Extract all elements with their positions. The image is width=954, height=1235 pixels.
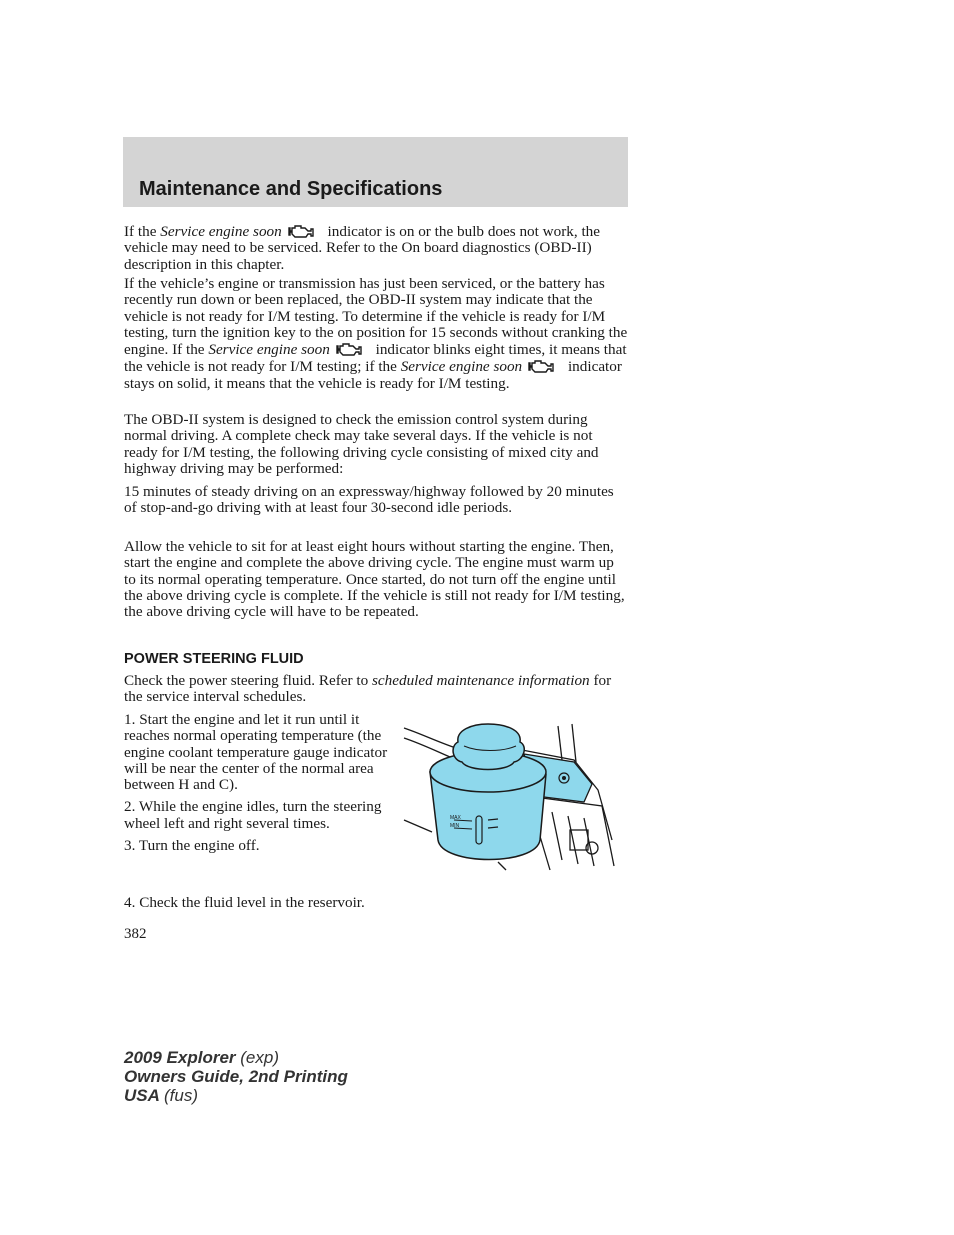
- footer-model: 2009 Explorer: [124, 1048, 236, 1067]
- check-engine-icon: [288, 223, 318, 239]
- emphasis-text: Service engine soon: [208, 341, 330, 359]
- section-heading: POWER STEERING FLUID: [124, 651, 304, 667]
- footer-model-code: (exp): [240, 1048, 279, 1067]
- page-number: 382: [124, 926, 147, 942]
- text: indicator is on or the bulb does not work, the vehicle may need to be serviced. Refer to the On board diagnostics (OBD-II) description in this chapter.: [124, 223, 601, 273]
- text: Check the power steering fluid. Refer to: [124, 672, 372, 689]
- reservoir-illustration: [402, 720, 618, 872]
- text: for the service interval schedules.: [124, 672, 612, 706]
- paragraph-im-testing: [124, 276, 628, 392]
- list-item: 3. Turn the engine off.: [124, 837, 260, 855]
- text: If the vehicle’s engine or transmission has just been serviced, or the battery has recently run down or been replaced, the OBD-II system may indicate that the vehicle is not ready for I/M testing. To determine if the vehicle is ready for I/M testing, turn the ignition key to the on position for 15 seconds without cranking the engine. If the: [124, 275, 628, 359]
- paragraph-repeat-cycle: [124, 539, 628, 620]
- footer-edition-info: [124, 1048, 348, 1105]
- footer-region-code: (fus): [164, 1086, 198, 1105]
- check-engine-icon: [528, 358, 558, 374]
- paragraph-power-steering-intro: [124, 673, 628, 706]
- emphasis-text: Service engine soon: [160, 223, 282, 240]
- emphasis-text: Service engine soon: [400, 358, 523, 376]
- text: Allow the vehicle to sit for at least eight hours without starting the engine. Then, start the engine and complete the above driving cycle. The engine must warm up to its normal operating temperature. Once started, do not turn off the engine until the above driving cycle is complete. If the vehicle is still not ready for I/M testing, the above driving cycle will have to be repeated.: [124, 538, 625, 621]
- list-item: 1. Start the engine and let it run until it reaches normal operating temperature (the engine coolant temperature gauge indicator will be near the center of the normal area between H and C).: [124, 711, 388, 794]
- list-item: 2. While the engine idles, turn the steering wheel left and right several times.: [124, 798, 382, 832]
- steps-list: [124, 712, 394, 860]
- footer-printing: Owners Guide, 2nd Printing: [124, 1067, 348, 1086]
- page-title: Maintenance and Specifications: [139, 178, 443, 200]
- text: If the: [124, 223, 161, 240]
- paragraph-service-indicator: [124, 223, 628, 273]
- text: indicator blinks eight times, it means that the vehicle is not ready for I/M testing; if the: [124, 341, 627, 376]
- check-engine-icon: [336, 341, 366, 357]
- paragraph-driving-cycle: [124, 484, 628, 517]
- text: The OBD-II system is designed to check the emission control system during normal driving. A complete check may take several days. If the vehicle is not ready for I/M testing, the following driving cycle consisting of mixed city and highway driving may be performed:: [124, 411, 599, 477]
- text: indicator stays on solid, it means that the vehicle is ready for I/M testing.: [124, 358, 622, 392]
- paragraph-obd-system: [124, 412, 628, 477]
- footer-region: USA: [124, 1086, 160, 1105]
- max-label: MAX: [450, 815, 461, 821]
- list-item: 4. Check the fluid level in the reservoir.: [124, 894, 365, 911]
- emphasis-text: scheduled maintenance information: [371, 672, 590, 689]
- min-label: MIN: [450, 823, 460, 829]
- text: 15 minutes of steady driving on an expressway/highway followed by 20 minutes of stop-and-go driving with at least four 30-second idle periods.: [124, 483, 614, 517]
- section-header: [123, 137, 628, 207]
